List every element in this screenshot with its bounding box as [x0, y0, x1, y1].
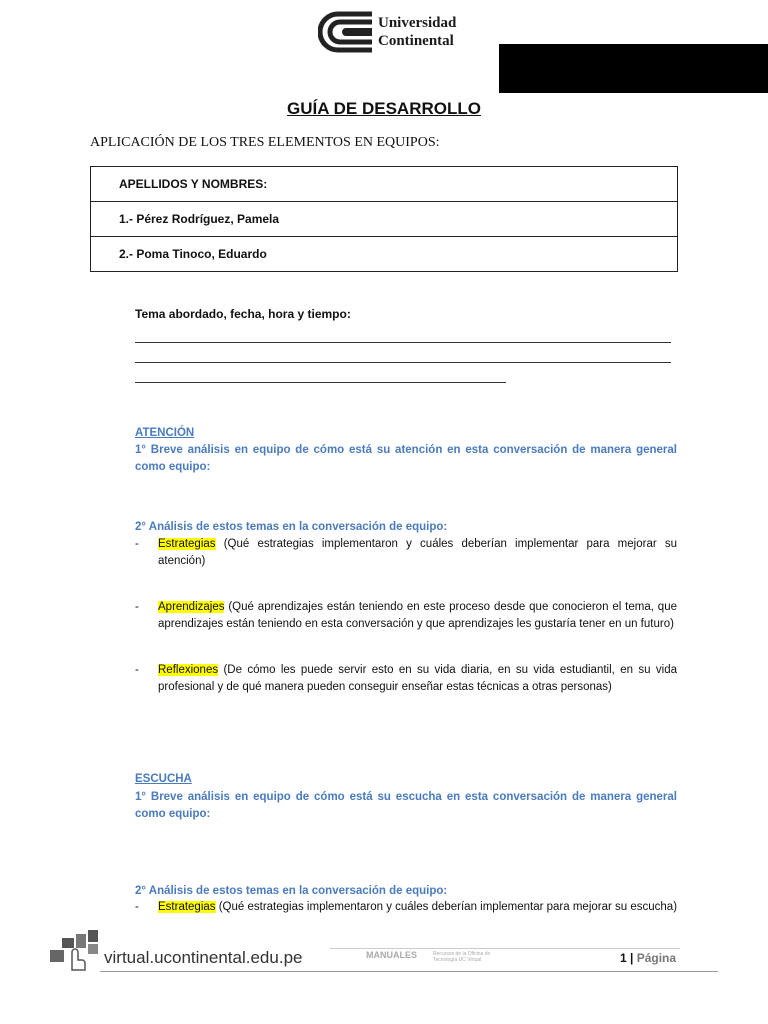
answer-line — [135, 362, 671, 363]
highlighted-keyword: Estrategias — [158, 901, 216, 913]
names-table-row: 2.- Poma Tinoco, Eduardo — [91, 237, 678, 272]
footer-separator-top — [330, 948, 680, 949]
names-table-header: APELLIDOS Y NOMBRES: — [91, 167, 678, 202]
highlighted-keyword: Estrategias — [158, 538, 216, 550]
item-text: (De cómo les puede servir esto en su vida diaria, en su vida estudiantil, en su vida profesional y de qué manera pueden conseguir enseñar estas técnicas a otras personas) — [158, 664, 677, 693]
names-table — [90, 166, 678, 272]
page-subtitle: APLICACIÓN DE LOS TRES ELEMENTOS EN EQUIPOS: — [90, 135, 440, 150]
names-table-row: 1.- Pérez Rodríguez, Pamela — [91, 202, 678, 237]
continental-logo-icon — [318, 10, 374, 54]
list-dash: - — [135, 538, 139, 550]
list-item — [135, 536, 677, 570]
page-number-separator: | — [626, 951, 637, 965]
answer-line — [135, 342, 671, 343]
page-number-value: 1 — [620, 951, 627, 965]
logo-line-2: Continental — [378, 33, 454, 49]
manuales-logo-subtext: Recursos de la Oficina de Tecnología UC Virtual — [433, 951, 491, 963]
item-text: (Qué estrategias implementaron y cuáles deberían implementar para mejorar su escucha) — [215, 901, 678, 913]
list-item — [135, 662, 677, 696]
item-text: (Qué estrategias implementaron y cuáles deberían implementar para mejorar su atención) — [158, 538, 677, 567]
list-dash: - — [135, 901, 139, 913]
page-label: Página — [636, 951, 677, 965]
logo-line-1: Universidad — [378, 15, 457, 31]
list-dash: - — [135, 664, 139, 676]
highlighted-keyword: Reflexiones — [158, 664, 219, 676]
highlighted-keyword: Aprendizajes — [158, 601, 225, 613]
question-1-atencion: 1° Breve análisis en equipo de cómo está su atención en esta conversación de manera general como equipo: — [135, 444, 677, 473]
university-logo — [318, 10, 478, 56]
footer-separator — [100, 971, 718, 972]
section-heading-escucha: ESCUCHA — [135, 773, 192, 785]
footer-hand-icon — [48, 930, 102, 972]
question-1-escucha: 1° Breve análisis en equipo de cómo está su escucha en esta conversación de manera general como equipo: — [135, 791, 677, 820]
question-2-escucha: 2° Análisis de estos temas en la conversación de equipo: — [135, 885, 448, 897]
page-title: GUÍA DE DESARROLLO — [287, 99, 481, 118]
manuales-logo-text: MANUALES — [366, 950, 417, 960]
question-2-atencion: 2° Análisis de estos temas en la conversación de equipo: — [135, 521, 448, 533]
page-number — [620, 951, 676, 965]
item-text: (Qué aprendizajes están teniendo en este proceso desde que conocieron el tema, que aprendizajes están teniendo en esta conversación y que aprendizajes les gustaría tener en un futuro) — [158, 601, 677, 630]
redaction-box — [499, 44, 768, 93]
tema-label: Tema abordado, fecha, hora y tiempo: — [135, 307, 351, 321]
answer-line — [135, 382, 506, 383]
list-item — [135, 599, 677, 633]
list-item — [135, 899, 677, 916]
footer-url: virtual.ucontinental.edu.pe — [104, 948, 303, 967]
section-heading-atencion: ATENCIÓN — [135, 427, 195, 439]
list-dash: - — [135, 601, 139, 613]
